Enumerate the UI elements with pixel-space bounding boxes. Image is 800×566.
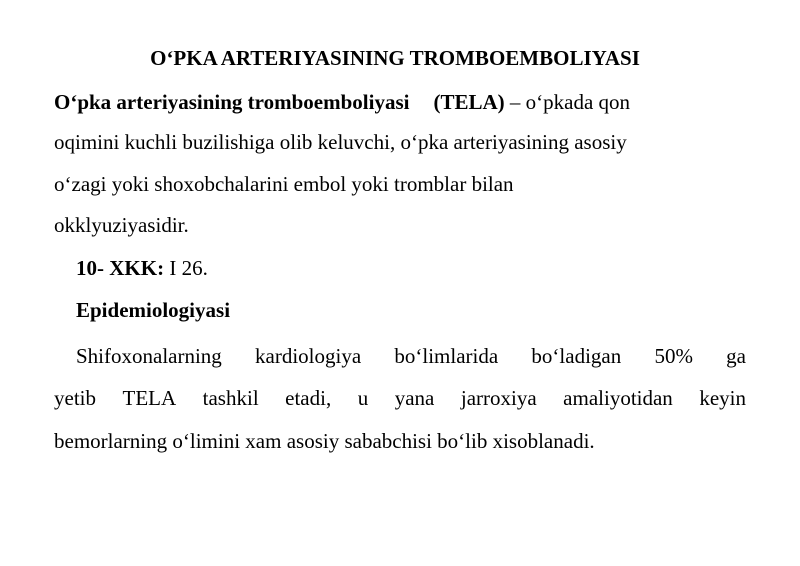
paragraph-word: amaliyotidan bbox=[563, 386, 673, 410]
paragraph-word: bo‘limlarida bbox=[394, 344, 499, 368]
paragraph-word: yetib bbox=[54, 386, 96, 410]
section-heading: Epidemiologiyasi bbox=[76, 298, 231, 322]
paragraph-word: yana bbox=[394, 386, 435, 410]
paragraph-line-1 bbox=[76, 342, 746, 370]
definition-line-2: oqimini kuchli buzilishiga olib keluvchi, o‘pka arteriyasining asosiy bbox=[54, 130, 627, 154]
paragraph-word: Shifoxonalarning bbox=[76, 344, 222, 368]
paragraph-word: keyin bbox=[699, 386, 746, 410]
paragraph-word: jarroxiya bbox=[460, 386, 537, 410]
paragraph-word: kardiologiya bbox=[255, 344, 362, 368]
definition-line-3: o‘zagi yoki shoxobchalarini embol yoki tromblar bilan bbox=[54, 172, 514, 196]
paragraph-line-2 bbox=[54, 384, 746, 412]
paragraph-word: u bbox=[357, 386, 369, 410]
paragraph-line-3: bemorlarning o‘limini xam asosiy sababchisi bo‘lib xisoblanadi. bbox=[54, 429, 595, 453]
definition-term: O‘pka arteriyasining tromboemboliyasi bbox=[54, 90, 410, 114]
paragraph-word: tashkil bbox=[202, 386, 259, 410]
paragraph-word: bo‘ladigan bbox=[531, 344, 622, 368]
definition-abbr: (TELA) bbox=[433, 90, 505, 114]
classification-code-value: I 26. bbox=[164, 256, 208, 280]
paragraph-word: 50% bbox=[654, 344, 693, 368]
paragraph-word: TELA bbox=[122, 386, 177, 410]
classification-code bbox=[76, 254, 208, 282]
paragraph-word: ga bbox=[726, 344, 746, 368]
definition-line-1-rest: – o‘pkada qon bbox=[504, 90, 631, 114]
paragraph-word: etadi, bbox=[285, 386, 332, 410]
definition-line-1 bbox=[54, 88, 630, 116]
page-title: O‘PKA ARTERIYASINING TROMBOEMBOLIYASI bbox=[150, 46, 640, 70]
definition-line-4: okklyuziyasidir. bbox=[54, 213, 189, 237]
classification-code-label: 10- XKK: bbox=[76, 256, 165, 280]
